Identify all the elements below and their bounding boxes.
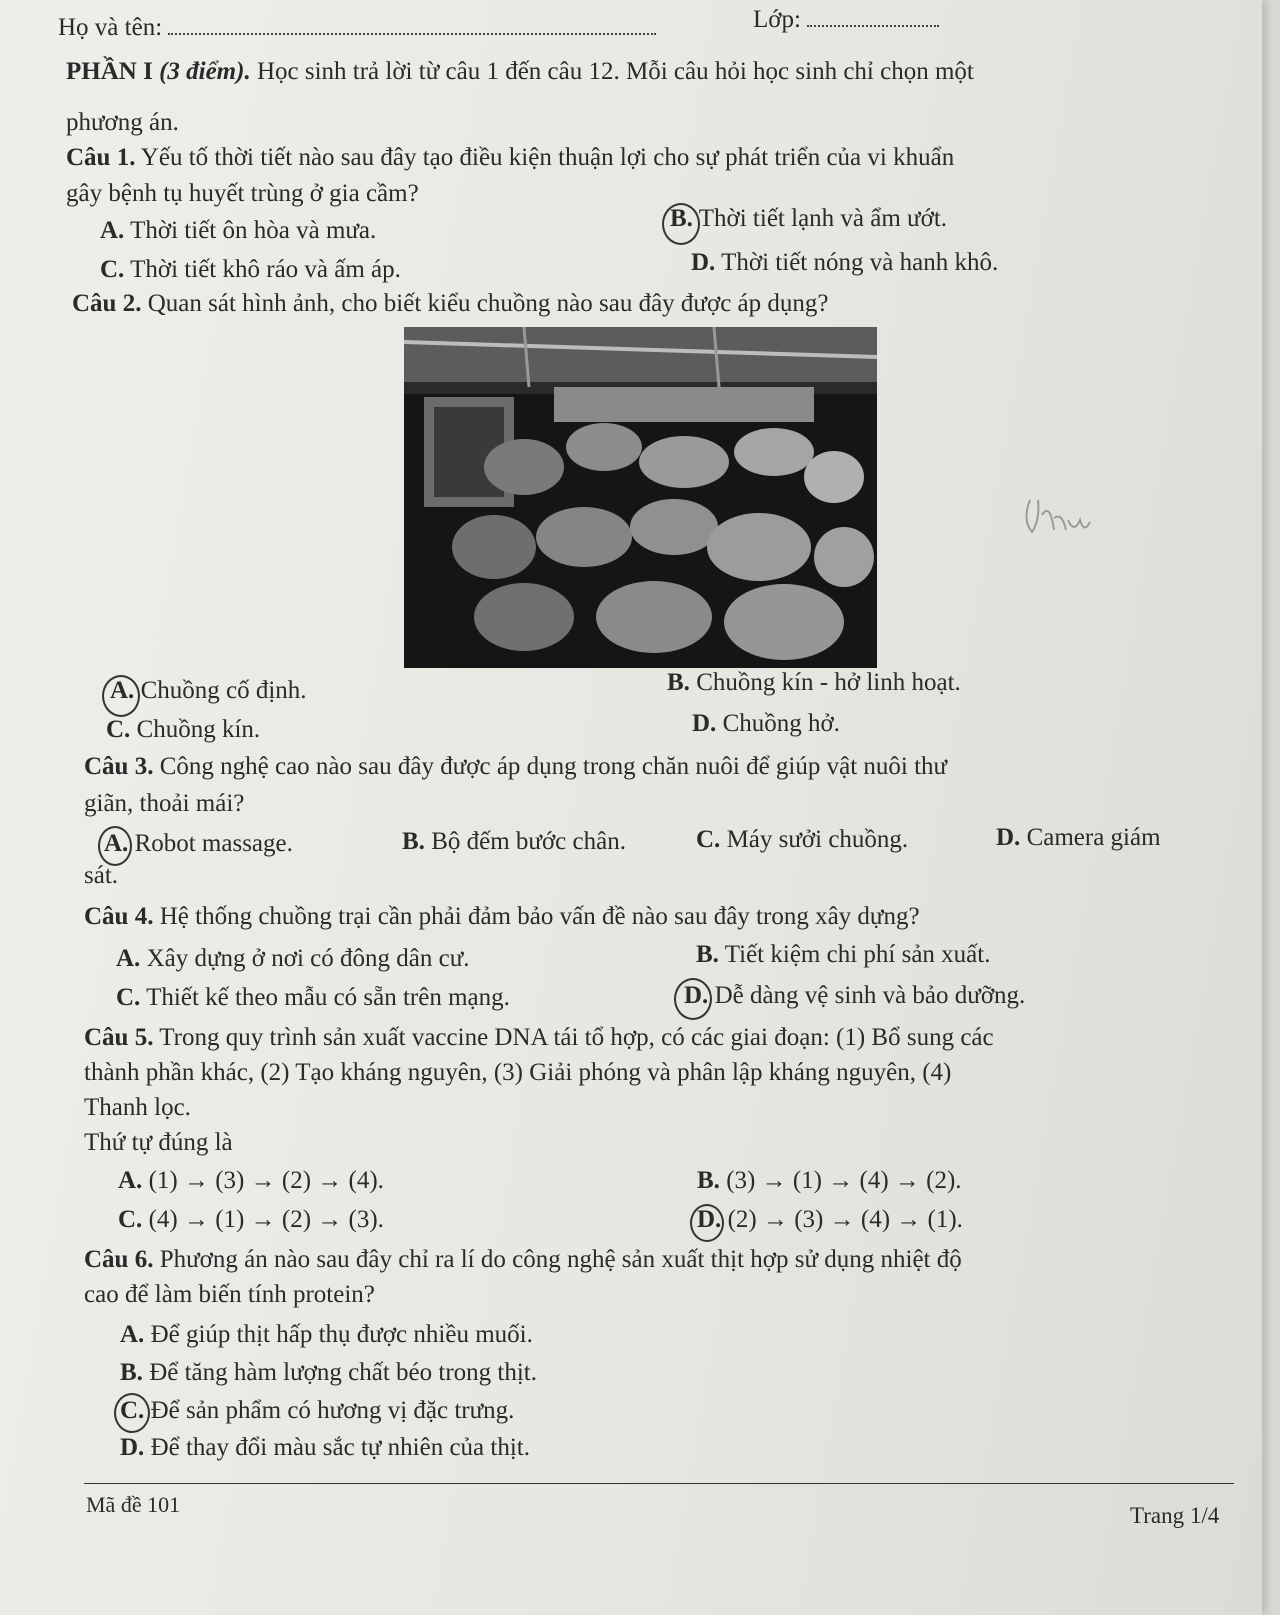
q3-option-c[interactable] <box>696 826 908 854</box>
q4-option-a[interactable] <box>116 945 470 973</box>
q2-stem <box>72 290 828 318</box>
option-text: Máy sưởi chuồng. <box>726 826 909 853</box>
option-text: Robot massage. <box>134 830 293 857</box>
q5-option-a[interactable] <box>118 1167 384 1195</box>
option-text: Để tăng hàm lượng chất béo trong thịt. <box>149 1359 537 1386</box>
q4-stem <box>84 903 920 931</box>
part1-title: PHẦN I <box>66 58 153 85</box>
name-label: Họ và tên: <box>58 14 163 41</box>
option-key: C. <box>120 1397 145 1424</box>
barn-photo <box>404 327 877 668</box>
q6-option-d[interactable] <box>120 1434 530 1462</box>
option-key: D. <box>692 710 717 737</box>
q2-number: Câu 2. <box>72 290 142 317</box>
option-text: Thời tiết ôn hòa và mưa. <box>130 217 377 244</box>
q1-option-d[interactable] <box>691 249 998 277</box>
option-text: Chuồng kín. <box>136 716 261 743</box>
q1-option-a[interactable] <box>100 217 376 245</box>
name-blank <box>168 32 656 35</box>
q1-option-b[interactable] <box>670 205 947 233</box>
option-text: Chuồng hở. <box>722 710 840 737</box>
q6-option-a[interactable] <box>120 1321 533 1349</box>
q6-text-cont: cao để làm biến tính protein? <box>84 1281 375 1308</box>
q5-stem <box>84 1024 994 1052</box>
option-key: D. <box>691 249 716 276</box>
q1-text: Yếu tố thời tiết nào sau đây tạo điều kiện thuận lợi cho sự phát triển của vi khuẩn <box>140 144 955 171</box>
q3-option-d-cont: sát. <box>84 862 119 889</box>
option-key: D. <box>996 824 1021 851</box>
answer-mark-q4 <box>674 978 712 1020</box>
option-key: A. <box>110 677 135 704</box>
q1-stem <box>66 144 954 172</box>
option-key: A. <box>118 1167 143 1194</box>
q3-text-cont: giãn, thoải mái? <box>84 790 245 817</box>
part1-instruction-line2: phương án. <box>66 109 179 136</box>
part1-points: (3 điểm). <box>159 58 251 85</box>
option-key: B. <box>696 941 719 968</box>
part1-instruction <box>66 58 974 86</box>
option-text: (1) → (3) → (2) → (4). <box>148 1167 384 1194</box>
option-key: A. <box>100 217 125 244</box>
option-key: A. <box>120 1321 145 1348</box>
answer-mark-q6 <box>114 1393 150 1433</box>
option-text: Chuồng kín - hở linh hoạt. <box>696 669 961 696</box>
answer-mark-q5 <box>690 1204 724 1242</box>
q4-text: Hệ thống chuồng trại cần phải đảm bảo vấn đề nào sau đây trong xây dựng? <box>159 903 920 930</box>
answer-mark-q3 <box>98 826 132 866</box>
option-text: Thiết kế theo mẫu có sẵn trên mạng. <box>146 984 510 1011</box>
option-key: C. <box>106 716 131 743</box>
q5-text-line2: thành phần khác, (2) Tạo kháng nguyên, (3) Giải phóng và phân lập kháng nguyên, (4) <box>84 1059 952 1086</box>
option-text: (4) → (1) → (2) → (3). <box>148 1206 384 1233</box>
option-text: Thời tiết lạnh và ẩm ướt. <box>698 205 948 232</box>
option-key: B. <box>697 1167 720 1194</box>
answer-mark-q1 <box>662 203 700 245</box>
option-text: Tiết kiệm chi phí sản xuất. <box>724 941 991 968</box>
q5-option-d[interactable] <box>697 1206 963 1234</box>
class-label: Lớp: <box>753 6 801 33</box>
q5-number: Câu 5. <box>84 1024 154 1051</box>
q3-option-d[interactable] <box>996 824 1161 852</box>
q3-option-a[interactable] <box>104 830 293 858</box>
page-number: Trang 1/4 <box>1130 1503 1220 1528</box>
option-key: B. <box>670 205 693 232</box>
option-key: B. <box>120 1359 143 1386</box>
option-text: (2) → (3) → (4) → (1). <box>727 1206 963 1233</box>
option-text: Xây dựng ở nơi có đông dân cư. <box>146 945 470 972</box>
option-key: C. <box>116 984 141 1011</box>
q4-option-d[interactable] <box>684 982 1025 1010</box>
option-key: B. <box>667 669 690 696</box>
q3-number: Câu 3. <box>84 753 154 780</box>
option-text: Camera giám <box>1026 824 1161 851</box>
pig-barn-image <box>404 327 877 668</box>
option-key: C. <box>696 826 721 853</box>
q3-stem <box>84 753 947 781</box>
q6-stem <box>84 1246 962 1274</box>
q6-option-b[interactable] <box>120 1359 537 1387</box>
option-key: C. <box>118 1206 143 1233</box>
q2-option-b[interactable] <box>667 669 961 697</box>
q3-text: Công nghệ cao nào sau đây được áp dụng trong chăn nuôi để giúp vật nuôi thư <box>159 753 948 780</box>
handwritten-signature <box>1020 490 1110 540</box>
q4-number: Câu 4. <box>84 903 154 930</box>
q3-option-b[interactable] <box>402 828 626 856</box>
q5-option-c[interactable] <box>118 1206 384 1234</box>
option-text: Thời tiết khô ráo và ấm áp. <box>130 256 401 283</box>
option-text: Bộ đếm bước chân. <box>431 828 626 855</box>
footer-divider <box>84 1483 1234 1484</box>
option-text: Thời tiết nóng và hanh khô. <box>721 249 999 276</box>
option-text: Để thay đổi màu sắc tự nhiên của thịt. <box>150 1434 530 1461</box>
answer-mark-q2 <box>102 675 140 717</box>
option-key: A. <box>116 945 141 972</box>
option-text: Dễ dàng vệ sinh và bảo dưỡng. <box>714 982 1026 1009</box>
q4-option-b[interactable] <box>696 941 990 969</box>
option-text: Để giúp thịt hấp thụ được nhiều muối. <box>150 1321 533 1348</box>
q1-option-c[interactable] <box>100 256 401 284</box>
q6-number: Câu 6. <box>84 1246 154 1273</box>
q1-text-cont: gây bệnh tụ huyết trùng ở gia cầm? <box>66 180 419 207</box>
option-key: D. <box>697 1206 722 1233</box>
option-text: (3) → (1) → (4) → (2). <box>726 1167 962 1194</box>
option-text: Để sản phẩm có hương vị đặc trưng. <box>150 1397 515 1424</box>
option-text: Chuồng cố định. <box>140 677 307 704</box>
option-key: B. <box>402 828 425 855</box>
q5-text-line3: Thanh lọc. <box>84 1094 191 1121</box>
q5-text: Trong quy trình sản xuất vaccine DNA tái tổ hợp, có các giai đoạn: (1) Bổ sung các <box>159 1024 994 1051</box>
option-key: A. <box>104 830 129 857</box>
class-field <box>753 6 939 34</box>
q2-text: Quan sát hình ảnh, cho biết kiểu chuồng nào sau đây được áp dụng? <box>147 290 829 317</box>
q2-option-c[interactable] <box>106 716 260 744</box>
option-key: C. <box>100 256 125 283</box>
exam-code: Mã đề 101 <box>86 1492 181 1517</box>
option-key: D. <box>120 1434 145 1461</box>
part1-instruction-line1: Học sinh trả lời từ câu 1 đến câu 12. Mỗi câu hỏi học sinh chỉ chọn một <box>256 58 974 85</box>
q6-option-c[interactable] <box>120 1397 514 1425</box>
q1-number: Câu 1. <box>66 144 136 171</box>
q2-option-d[interactable] <box>692 710 840 738</box>
q5-text-line4: Thứ tự đúng là <box>84 1129 233 1156</box>
option-key: D. <box>684 982 709 1009</box>
name-field <box>58 14 656 42</box>
q5-option-b[interactable] <box>697 1167 962 1195</box>
q4-option-c[interactable] <box>116 984 510 1012</box>
q6-text: Phương án nào sau đây chỉ ra lí do công nghệ sản xuất thịt hợp sử dụng nhiệt độ <box>159 1246 962 1273</box>
class-blank <box>807 24 939 27</box>
